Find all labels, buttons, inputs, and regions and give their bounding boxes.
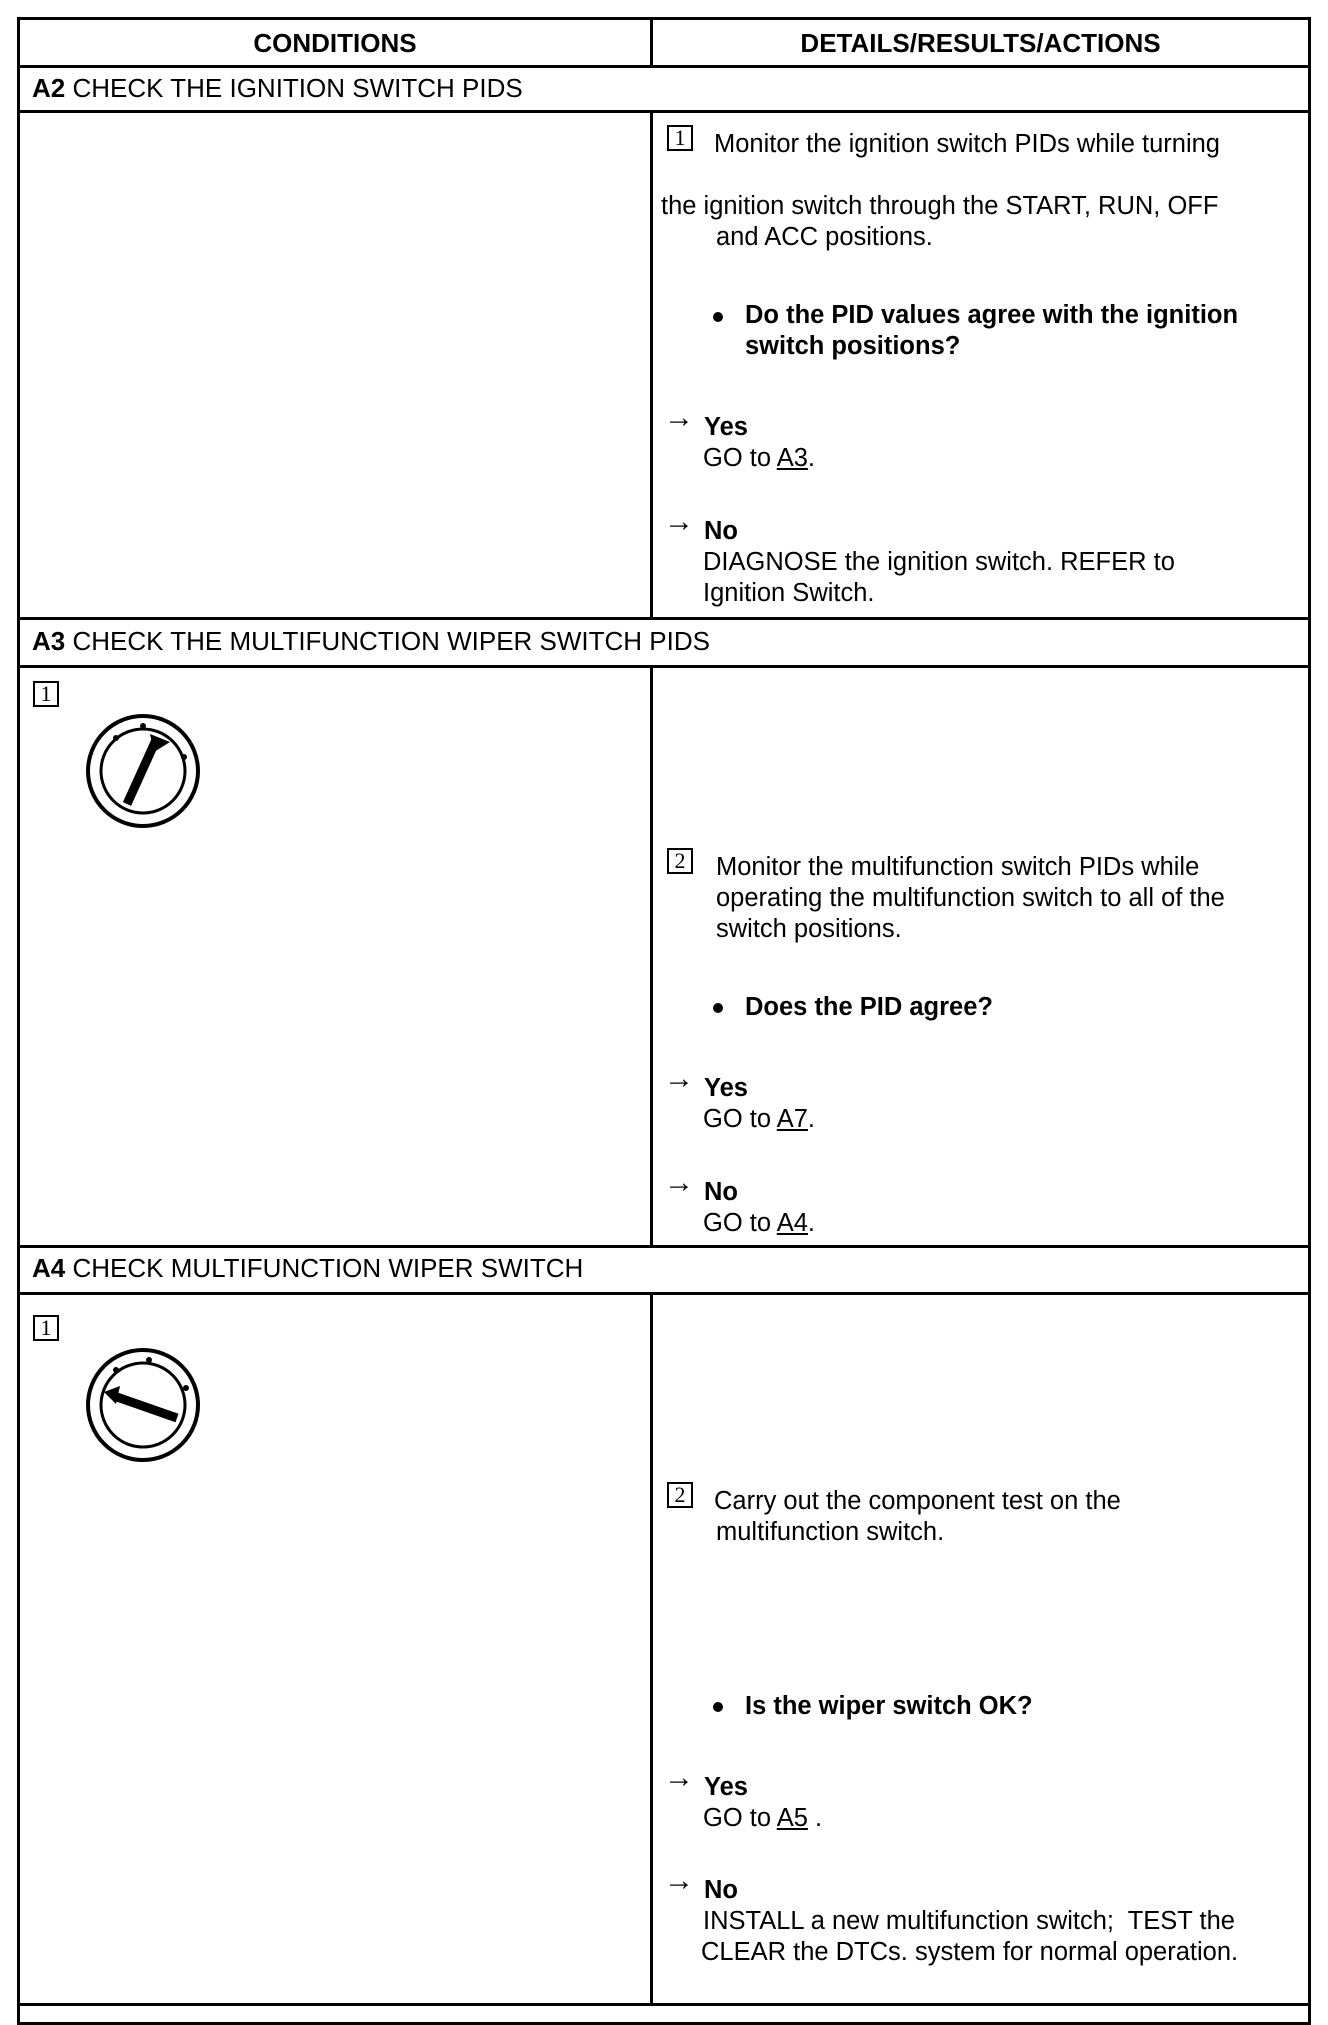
step-number: 1	[667, 125, 693, 151]
yes-action	[703, 1104, 815, 1135]
arrow-right-icon: →	[664, 505, 694, 538]
no-action: Ignition Switch.	[703, 579, 875, 607]
divider	[17, 617, 1311, 620]
ignition-switch-on-icon	[84, 712, 202, 830]
action-text: Monitor the multifunction switch PIDs while	[716, 853, 1200, 881]
arrow-right-icon: →	[664, 1864, 694, 1897]
no-action: CLEAR the DTCs. system for normal operation.	[701, 1938, 1239, 1966]
details-header: DETAILS/RESULTS/ACTIONS	[800, 28, 1161, 58]
arrow-right-icon: →	[664, 1062, 694, 1095]
column-divider	[650, 665, 653, 1248]
no-action: DIAGNOSE the ignition switch. REFER to	[703, 548, 1175, 576]
section-id: A4	[32, 1253, 66, 1283]
yes-suffix: .	[807, 444, 816, 472]
ignition-switch-off-icon	[84, 1346, 202, 1464]
goto-link-a3[interactable]: A3	[776, 444, 808, 472]
no-action	[703, 1208, 815, 1239]
action-text: multifunction switch.	[716, 1518, 945, 1546]
divider	[17, 110, 1311, 113]
no-action: INSTALL a new multifunction switch; TEST the	[703, 1907, 1235, 1935]
action-text: operating the multifunction switch to all of the	[716, 884, 1225, 912]
divider	[17, 2003, 1311, 2006]
action-text: and ACC positions.	[716, 223, 933, 251]
conditions-header: CONDITIONS	[253, 28, 417, 58]
section-id: A3	[32, 626, 66, 656]
column-divider	[650, 110, 653, 620]
no-suffix: .	[807, 1209, 816, 1237]
yes-label: Yes	[704, 1074, 748, 1102]
section-id: A2	[32, 73, 66, 103]
section-title-a2	[32, 73, 523, 104]
bullet	[713, 1003, 723, 1013]
step-number: 2	[667, 1482, 693, 1508]
yes-action	[703, 443, 815, 474]
goto-link-a4[interactable]: A4	[776, 1209, 808, 1237]
divider	[17, 1245, 1311, 1248]
column-divider	[650, 1292, 653, 2006]
action-text: Carry out the component test on the	[714, 1487, 1121, 1515]
bullet	[713, 312, 723, 322]
no-label: No	[704, 1178, 738, 1206]
section-title-a4	[32, 1253, 583, 1284]
yes-action	[703, 1803, 822, 1834]
goto-link-a7[interactable]: A7	[776, 1105, 808, 1133]
yes-prefix: GO to	[703, 1105, 772, 1133]
question-text: Do the PID values agree with the ignition	[745, 301, 1239, 329]
arrow-right-icon: →	[664, 401, 694, 434]
section-title: CHECK THE IGNITION SWITCH PIDS	[72, 73, 523, 103]
divider	[17, 65, 1311, 68]
divider	[17, 665, 1311, 668]
action-text: the ignition switch through the START, RUN, OFF	[661, 192, 1219, 220]
condition-step-number: 1	[33, 681, 59, 707]
no-prefix: GO to	[703, 1209, 772, 1237]
section-title: CHECK THE MULTIFUNCTION WIPER SWITCH PIDS	[72, 626, 710, 656]
yes-prefix: GO to	[703, 1804, 772, 1832]
question-text: Is the wiper switch OK?	[745, 1692, 1033, 1720]
yes-label: Yes	[704, 413, 748, 441]
action-text: Monitor the ignition switch PIDs while turning	[714, 130, 1220, 158]
arrow-right-icon: →	[664, 1166, 694, 1199]
section-title: CHECK MULTIFUNCTION WIPER SWITCH	[72, 1253, 584, 1283]
goto-link-a5[interactable]: A5	[776, 1804, 808, 1832]
no-label: No	[704, 517, 738, 545]
yes-suffix: .	[807, 1804, 823, 1832]
action-text: switch positions.	[716, 915, 902, 943]
question-text: Does the PID agree?	[745, 993, 993, 1021]
yes-label: Yes	[704, 1773, 748, 1801]
yes-prefix: GO to	[703, 444, 772, 472]
yes-suffix: .	[807, 1105, 816, 1133]
no-label: No	[704, 1876, 738, 1904]
bullet	[713, 1702, 723, 1712]
condition-step-number: 1	[33, 1315, 59, 1341]
question-text: switch positions?	[745, 332, 961, 360]
divider	[17, 1292, 1311, 1295]
arrow-right-icon: →	[664, 1761, 694, 1794]
section-title-a3	[32, 626, 710, 657]
step-number: 2	[667, 848, 693, 874]
